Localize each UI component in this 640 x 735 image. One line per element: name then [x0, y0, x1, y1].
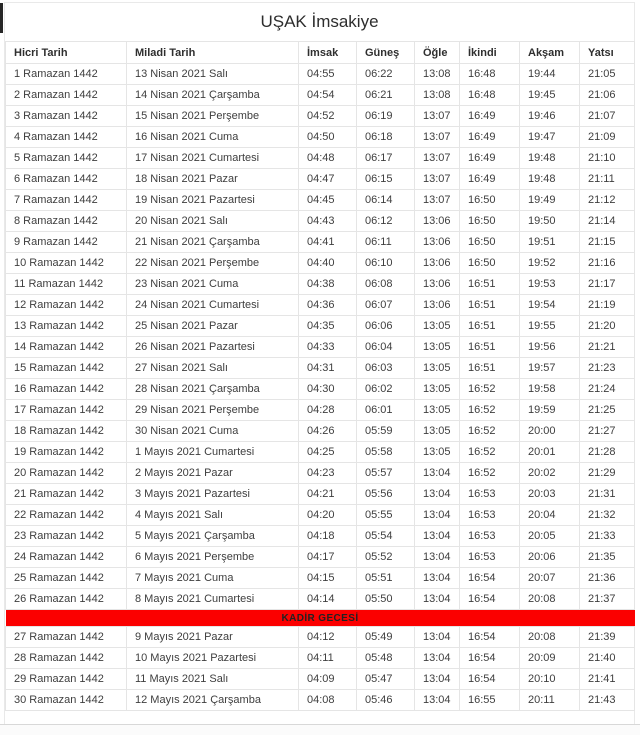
table-row [6, 400, 635, 421]
cell-yatsi: 21:05 [580, 64, 635, 85]
table-row [6, 127, 635, 148]
cell-ikindi: 16:53 [460, 505, 520, 526]
cell-imsak: 04:09 [299, 669, 357, 690]
cell-yatsi: 21:23 [580, 358, 635, 379]
cell-imsak: 04:55 [299, 64, 357, 85]
cell-yatsi: 21:37 [580, 589, 635, 610]
cell-hicri-tarih: 2 Ramazan 1442 [6, 85, 127, 106]
cell-yatsi: 21:17 [580, 274, 635, 295]
cell-gunes: 06:02 [357, 379, 415, 400]
cell-gunes: 05:56 [357, 484, 415, 505]
cell-ogle: 13:04 [415, 526, 460, 547]
cell-hicri-tarih: 9 Ramazan 1442 [6, 232, 127, 253]
cell-miladi-tarih: 11 Mayıs 2021 Salı [127, 669, 299, 690]
cell-ikindi: 16:50 [460, 232, 520, 253]
cell-yatsi: 21:19 [580, 295, 635, 316]
cell-yatsi: 21:10 [580, 148, 635, 169]
cell-hicri-tarih: 22 Ramazan 1442 [6, 505, 127, 526]
cell-gunes: 05:58 [357, 442, 415, 463]
table-row [6, 568, 635, 589]
cell-aksam: 19:44 [520, 64, 580, 85]
cell-hicri-tarih: 6 Ramazan 1442 [6, 169, 127, 190]
cell-gunes: 05:51 [357, 568, 415, 589]
cell-imsak: 04:23 [299, 463, 357, 484]
cell-yatsi: 21:09 [580, 127, 635, 148]
table-row [6, 358, 635, 379]
cell-miladi-tarih: 30 Nisan 2021 Cuma [127, 421, 299, 442]
cell-ikindi: 16:48 [460, 64, 520, 85]
table-header-row [6, 42, 635, 64]
cell-hicri-tarih: 3 Ramazan 1442 [6, 106, 127, 127]
cell-ikindi: 16:54 [460, 648, 520, 669]
cell-hicri-tarih: 15 Ramazan 1442 [6, 358, 127, 379]
cell-ogle: 13:08 [415, 85, 460, 106]
cell-yatsi: 21:27 [580, 421, 635, 442]
cell-miladi-tarih: 17 Nisan 2021 Cumartesi [127, 148, 299, 169]
cell-aksam: 20:02 [520, 463, 580, 484]
cell-imsak: 04:36 [299, 295, 357, 316]
cell-yatsi: 21:41 [580, 669, 635, 690]
cell-ikindi: 16:54 [460, 568, 520, 589]
cell-miladi-tarih: 1 Mayıs 2021 Cumartesi [127, 442, 299, 463]
cell-imsak: 04:52 [299, 106, 357, 127]
cell-imsak: 04:47 [299, 169, 357, 190]
column-header-aksam: Akşam [520, 42, 580, 64]
cell-imsak: 04:40 [299, 253, 357, 274]
cell-yatsi: 21:25 [580, 400, 635, 421]
table-row [6, 526, 635, 547]
cell-imsak: 04:38 [299, 274, 357, 295]
table-row [6, 690, 635, 711]
cell-hicri-tarih: 25 Ramazan 1442 [6, 568, 127, 589]
cell-ogle: 13:04 [415, 484, 460, 505]
cell-aksam: 19:54 [520, 295, 580, 316]
cell-hicri-tarih: 19 Ramazan 1442 [6, 442, 127, 463]
cell-hicri-tarih: 16 Ramazan 1442 [6, 379, 127, 400]
table-row [6, 274, 635, 295]
cell-imsak: 04:45 [299, 190, 357, 211]
imsakiye-page [4, 2, 635, 725]
cell-gunes: 06:22 [357, 64, 415, 85]
cell-gunes: 05:47 [357, 669, 415, 690]
table-row [6, 421, 635, 442]
cell-yatsi: 21:33 [580, 526, 635, 547]
cell-aksam: 20:10 [520, 669, 580, 690]
cell-gunes: 06:14 [357, 190, 415, 211]
cell-ikindi: 16:52 [460, 421, 520, 442]
cell-ogle: 13:05 [415, 379, 460, 400]
column-header-yatsi: Yatsı [580, 42, 635, 64]
cell-miladi-tarih: 22 Nisan 2021 Perşembe [127, 253, 299, 274]
cell-ikindi: 16:54 [460, 669, 520, 690]
cell-yatsi: 21:43 [580, 690, 635, 711]
cell-gunes: 06:03 [357, 358, 415, 379]
cell-imsak: 04:18 [299, 526, 357, 547]
cell-miladi-tarih: 23 Nisan 2021 Cuma [127, 274, 299, 295]
cell-hicri-tarih: 17 Ramazan 1442 [6, 400, 127, 421]
table-row [6, 211, 635, 232]
cell-ikindi: 16:52 [460, 463, 520, 484]
cell-gunes: 06:08 [357, 274, 415, 295]
cell-hicri-tarih: 23 Ramazan 1442 [6, 526, 127, 547]
cell-imsak: 04:11 [299, 648, 357, 669]
cell-gunes: 06:18 [357, 127, 415, 148]
table-row [6, 295, 635, 316]
cell-gunes: 05:48 [357, 648, 415, 669]
cell-aksam: 19:47 [520, 127, 580, 148]
cell-ikindi: 16:52 [460, 442, 520, 463]
column-header-ogle: Öğle [415, 42, 460, 64]
cell-ogle: 13:07 [415, 106, 460, 127]
cell-aksam: 20:04 [520, 505, 580, 526]
cell-miladi-tarih: 15 Nisan 2021 Perşembe [127, 106, 299, 127]
cell-ikindi: 16:49 [460, 106, 520, 127]
cell-aksam: 19:56 [520, 337, 580, 358]
cell-hicri-tarih: 12 Ramazan 1442 [6, 295, 127, 316]
cell-ogle: 13:05 [415, 358, 460, 379]
cell-gunes: 05:59 [357, 421, 415, 442]
cell-ikindi: 16:54 [460, 627, 520, 648]
table-bottom-spacer [5, 711, 634, 725]
cell-miladi-tarih: 21 Nisan 2021 Çarşamba [127, 232, 299, 253]
cell-hicri-tarih: 21 Ramazan 1442 [6, 484, 127, 505]
cell-ogle: 13:05 [415, 400, 460, 421]
table-row [6, 589, 635, 610]
cell-imsak: 04:41 [299, 232, 357, 253]
cell-ogle: 13:08 [415, 64, 460, 85]
cell-hicri-tarih: 18 Ramazan 1442 [6, 421, 127, 442]
cell-aksam: 20:08 [520, 589, 580, 610]
cell-ikindi: 16:49 [460, 169, 520, 190]
cell-ogle: 13:07 [415, 190, 460, 211]
table-row [6, 316, 635, 337]
cell-imsak: 04:33 [299, 337, 357, 358]
cell-miladi-tarih: 13 Nisan 2021 Salı [127, 64, 299, 85]
cell-ogle: 13:06 [415, 253, 460, 274]
column-header-hicri-tarih: Hicri Tarih [6, 42, 127, 64]
cell-miladi-tarih: 8 Mayıs 2021 Cumartesi [127, 589, 299, 610]
cell-gunes: 06:15 [357, 169, 415, 190]
cell-ogle: 13:04 [415, 648, 460, 669]
cell-ikindi: 16:48 [460, 85, 520, 106]
cell-hicri-tarih: 5 Ramazan 1442 [6, 148, 127, 169]
cell-gunes: 06:10 [357, 253, 415, 274]
cell-imsak: 04:35 [299, 316, 357, 337]
table-row [6, 379, 635, 400]
cell-miladi-tarih: 26 Nisan 2021 Pazartesi [127, 337, 299, 358]
cell-miladi-tarih: 6 Mayıs 2021 Perşembe [127, 547, 299, 568]
cell-gunes: 05:54 [357, 526, 415, 547]
table-row [6, 190, 635, 211]
cell-yatsi: 21:36 [580, 568, 635, 589]
cell-yatsi: 21:20 [580, 316, 635, 337]
cell-yatsi: 21:35 [580, 547, 635, 568]
cell-hicri-tarih: 24 Ramazan 1442 [6, 547, 127, 568]
cell-ikindi: 16:53 [460, 526, 520, 547]
cell-ikindi: 16:54 [460, 589, 520, 610]
table-row [6, 169, 635, 190]
cell-imsak: 04:50 [299, 127, 357, 148]
page-title: UŞAK İmsakiye [5, 3, 634, 41]
table-row [6, 547, 635, 568]
cell-ogle: 13:07 [415, 148, 460, 169]
cell-ikindi: 16:53 [460, 484, 520, 505]
cell-aksam: 20:03 [520, 484, 580, 505]
cell-ikindi: 16:52 [460, 400, 520, 421]
cell-yatsi: 21:29 [580, 463, 635, 484]
cell-yatsi: 21:39 [580, 627, 635, 648]
column-header-miladi-tarih: Miladi Tarih [127, 42, 299, 64]
cell-miladi-tarih: 14 Nisan 2021 Çarşamba [127, 85, 299, 106]
cell-miladi-tarih: 9 Mayıs 2021 Pazar [127, 627, 299, 648]
cell-ikindi: 16:49 [460, 148, 520, 169]
cell-imsak: 04:17 [299, 547, 357, 568]
cell-hicri-tarih: 30 Ramazan 1442 [6, 690, 127, 711]
cell-aksam: 19:50 [520, 211, 580, 232]
cell-aksam: 19:57 [520, 358, 580, 379]
cell-aksam: 19:48 [520, 169, 580, 190]
cell-miladi-tarih: 12 Mayıs 2021 Çarşamba [127, 690, 299, 711]
cell-imsak: 04:31 [299, 358, 357, 379]
cell-imsak: 04:12 [299, 627, 357, 648]
cell-ikindi: 16:51 [460, 295, 520, 316]
cell-yatsi: 21:11 [580, 169, 635, 190]
cell-miladi-tarih: 25 Nisan 2021 Pazar [127, 316, 299, 337]
cell-hicri-tarih: 13 Ramazan 1442 [6, 316, 127, 337]
cell-ikindi: 16:51 [460, 316, 520, 337]
cell-aksam: 19:48 [520, 148, 580, 169]
cell-aksam: 20:11 [520, 690, 580, 711]
cell-hicri-tarih: 28 Ramazan 1442 [6, 648, 127, 669]
cell-miladi-tarih: 19 Nisan 2021 Pazartesi [127, 190, 299, 211]
table-row [6, 106, 635, 127]
cell-imsak: 04:43 [299, 211, 357, 232]
cell-ogle: 13:04 [415, 669, 460, 690]
cell-gunes: 05:55 [357, 505, 415, 526]
cell-ogle: 13:04 [415, 690, 460, 711]
cell-miladi-tarih: 20 Nisan 2021 Salı [127, 211, 299, 232]
cell-ikindi: 16:51 [460, 274, 520, 295]
cell-gunes: 05:50 [357, 589, 415, 610]
cell-ogle: 13:04 [415, 463, 460, 484]
cell-ogle: 13:04 [415, 589, 460, 610]
cell-ikindi: 16:50 [460, 190, 520, 211]
cell-miladi-tarih: 2 Mayıs 2021 Pazar [127, 463, 299, 484]
cell-gunes: 06:07 [357, 295, 415, 316]
cell-hicri-tarih: 20 Ramazan 1442 [6, 463, 127, 484]
cell-ogle: 13:05 [415, 442, 460, 463]
cell-ikindi: 16:55 [460, 690, 520, 711]
cell-imsak: 04:30 [299, 379, 357, 400]
cell-gunes: 05:49 [357, 627, 415, 648]
column-header-imsak: İmsak [299, 42, 357, 64]
cell-hicri-tarih: 10 Ramazan 1442 [6, 253, 127, 274]
cell-hicri-tarih: 14 Ramazan 1442 [6, 337, 127, 358]
cell-gunes: 05:52 [357, 547, 415, 568]
cell-gunes: 05:46 [357, 690, 415, 711]
cell-imsak: 04:26 [299, 421, 357, 442]
cell-miladi-tarih: 5 Mayıs 2021 Çarşamba [127, 526, 299, 547]
cell-gunes: 06:01 [357, 400, 415, 421]
cell-imsak: 04:21 [299, 484, 357, 505]
cell-aksam: 20:09 [520, 648, 580, 669]
table-row [6, 627, 635, 648]
cell-gunes: 06:19 [357, 106, 415, 127]
cell-aksam: 19:58 [520, 379, 580, 400]
cell-ikindi: 16:51 [460, 337, 520, 358]
table-row [6, 148, 635, 169]
cell-yatsi: 21:15 [580, 232, 635, 253]
cell-imsak: 04:48 [299, 148, 357, 169]
cell-ogle: 13:06 [415, 211, 460, 232]
table-row [6, 669, 635, 690]
column-header-gunes: Güneş [357, 42, 415, 64]
cell-imsak: 04:54 [299, 85, 357, 106]
cell-hicri-tarih: 27 Ramazan 1442 [6, 627, 127, 648]
cell-ogle: 13:05 [415, 337, 460, 358]
cell-aksam: 19:53 [520, 274, 580, 295]
cell-hicri-tarih: 29 Ramazan 1442 [6, 669, 127, 690]
cell-yatsi: 21:24 [580, 379, 635, 400]
cell-aksam: 19:55 [520, 316, 580, 337]
cell-aksam: 20:01 [520, 442, 580, 463]
cell-yatsi: 21:16 [580, 253, 635, 274]
cell-hicri-tarih: 7 Ramazan 1442 [6, 190, 127, 211]
cell-miladi-tarih: 27 Nisan 2021 Salı [127, 358, 299, 379]
cell-aksam: 19:45 [520, 85, 580, 106]
cell-imsak: 04:25 [299, 442, 357, 463]
table-row [6, 85, 635, 106]
cell-gunes: 06:04 [357, 337, 415, 358]
left-edge-scrollbar-fragment [0, 3, 3, 33]
cell-gunes: 06:12 [357, 211, 415, 232]
kadir-gecesi-banner-label: KADİR GECESİ [6, 610, 635, 627]
cell-imsak: 04:08 [299, 690, 357, 711]
cell-aksam: 19:59 [520, 400, 580, 421]
cell-hicri-tarih: 11 Ramazan 1442 [6, 274, 127, 295]
table-row [6, 337, 635, 358]
cell-ikindi: 16:50 [460, 211, 520, 232]
cell-miladi-tarih: 10 Mayıs 2021 Pazartesi [127, 648, 299, 669]
cell-gunes: 06:17 [357, 148, 415, 169]
cell-yatsi: 21:31 [580, 484, 635, 505]
kadir-gecesi-banner [6, 610, 635, 627]
cell-yatsi: 21:32 [580, 505, 635, 526]
cell-miladi-tarih: 16 Nisan 2021 Cuma [127, 127, 299, 148]
cell-ikindi: 16:51 [460, 358, 520, 379]
table-row [6, 505, 635, 526]
cell-yatsi: 21:40 [580, 648, 635, 669]
table-row [6, 232, 635, 253]
cell-aksam: 19:49 [520, 190, 580, 211]
cell-miladi-tarih: 4 Mayıs 2021 Salı [127, 505, 299, 526]
cell-aksam: 19:51 [520, 232, 580, 253]
cell-imsak: 04:28 [299, 400, 357, 421]
cell-yatsi: 21:28 [580, 442, 635, 463]
cell-aksam: 20:08 [520, 627, 580, 648]
cell-yatsi: 21:07 [580, 106, 635, 127]
cell-imsak: 04:15 [299, 568, 357, 589]
prayer-times-table [5, 41, 635, 711]
cell-yatsi: 21:12 [580, 190, 635, 211]
cell-miladi-tarih: 3 Mayıs 2021 Pazartesi [127, 484, 299, 505]
cell-miladi-tarih: 7 Mayıs 2021 Cuma [127, 568, 299, 589]
cell-ogle: 13:06 [415, 232, 460, 253]
cell-ogle: 13:04 [415, 505, 460, 526]
cell-ikindi: 16:50 [460, 253, 520, 274]
cell-ogle: 13:06 [415, 295, 460, 316]
cell-ogle: 13:06 [415, 274, 460, 295]
cell-gunes: 05:57 [357, 463, 415, 484]
cell-ogle: 13:05 [415, 421, 460, 442]
table-row [6, 253, 635, 274]
table-row [6, 463, 635, 484]
cell-gunes: 06:11 [357, 232, 415, 253]
cell-miladi-tarih: 29 Nisan 2021 Perşembe [127, 400, 299, 421]
cell-imsak: 04:20 [299, 505, 357, 526]
cell-ogle: 13:05 [415, 316, 460, 337]
cell-aksam: 20:05 [520, 526, 580, 547]
cell-aksam: 19:46 [520, 106, 580, 127]
cell-hicri-tarih: 26 Ramazan 1442 [6, 589, 127, 610]
cell-hicri-tarih: 4 Ramazan 1442 [6, 127, 127, 148]
cell-gunes: 06:21 [357, 85, 415, 106]
cell-ogle: 13:07 [415, 127, 460, 148]
cell-aksam: 20:07 [520, 568, 580, 589]
table-row [6, 648, 635, 669]
cell-miladi-tarih: 28 Nisan 2021 Çarşamba [127, 379, 299, 400]
cell-hicri-tarih: 8 Ramazan 1442 [6, 211, 127, 232]
cell-yatsi: 21:14 [580, 211, 635, 232]
cell-aksam: 20:00 [520, 421, 580, 442]
cell-miladi-tarih: 24 Nisan 2021 Cumartesi [127, 295, 299, 316]
cell-miladi-tarih: 18 Nisan 2021 Pazar [127, 169, 299, 190]
cell-ikindi: 16:49 [460, 127, 520, 148]
cell-ogle: 13:07 [415, 169, 460, 190]
column-header-ikindi: İkindi [460, 42, 520, 64]
table-row [6, 64, 635, 85]
cell-aksam: 20:06 [520, 547, 580, 568]
page-bottom-divider [0, 724, 640, 735]
cell-yatsi: 21:06 [580, 85, 635, 106]
cell-aksam: 19:52 [520, 253, 580, 274]
table-row [6, 484, 635, 505]
cell-imsak: 04:14 [299, 589, 357, 610]
cell-ikindi: 16:52 [460, 379, 520, 400]
cell-ogle: 13:04 [415, 627, 460, 648]
cell-ogle: 13:04 [415, 568, 460, 589]
cell-ikindi: 16:53 [460, 547, 520, 568]
cell-yatsi: 21:21 [580, 337, 635, 358]
cell-gunes: 06:06 [357, 316, 415, 337]
cell-hicri-tarih: 1 Ramazan 1442 [6, 64, 127, 85]
table-row [6, 442, 635, 463]
cell-ogle: 13:04 [415, 547, 460, 568]
